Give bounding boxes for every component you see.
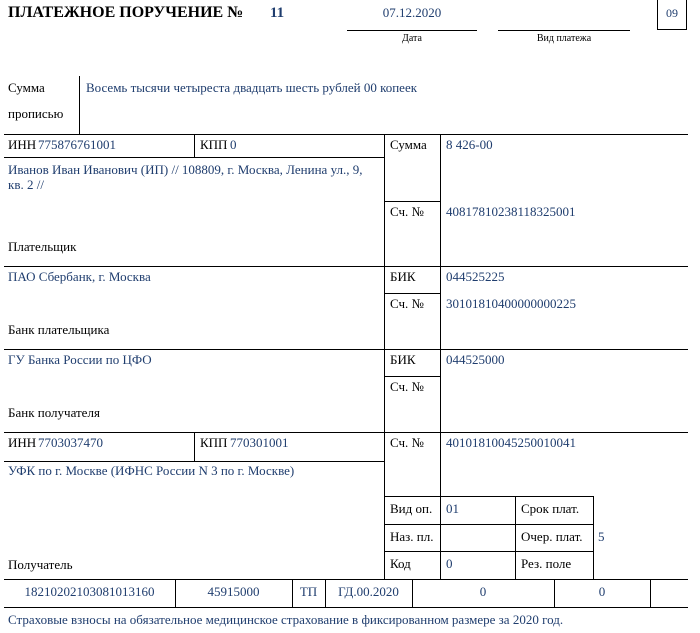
amount-words-divider — [79, 76, 80, 134]
payer-bank-name: ПАО Сбербанк, г. Москва — [8, 269, 151, 284]
main-divider — [384, 134, 385, 579]
grid-line-12 — [384, 551, 594, 552]
payer-inn-label: ИНН — [8, 137, 37, 152]
payer-kpp: 0 — [230, 137, 237, 152]
date-label: Дата — [402, 33, 422, 44]
payer-account-label: Сч. № — [390, 204, 424, 219]
payer-kpp-divider — [194, 134, 195, 157]
payer-bank-acc: 30101810400000000225 — [446, 296, 576, 311]
sum-label: Сумма — [390, 137, 427, 152]
grid-line-11 — [384, 524, 594, 525]
grid-line-3 — [384, 201, 440, 202]
payer-account: 40817810238118325001 — [446, 204, 576, 219]
payment-type-label: Вид платежа — [536, 33, 592, 44]
recipient-bank-bik-label: БИК — [390, 352, 416, 367]
payer-label: Плательщик — [8, 239, 77, 254]
vid-op-label: Вид оп. — [390, 501, 433, 516]
payment-date: 07.12.2020 — [382, 5, 442, 20]
recipient-kpp-divider — [194, 432, 195, 461]
grid-line-8 — [4, 432, 688, 433]
payer-kpp-label: КПП — [200, 137, 228, 152]
payer-bank-label: Банк плательщика — [8, 322, 110, 337]
tax-period: ГД.00.2020 — [338, 584, 399, 599]
amount-words-label-2: прописью — [8, 106, 64, 121]
recipient-kpp: 770301001 — [230, 435, 289, 450]
payer-name: Иванов Иван Иванович (ИП) // 108809, г. Москва, Ленина ул., 9, кв. 2 // — [8, 162, 363, 192]
srok-label: Срок плат. — [521, 501, 580, 516]
grid-line-7 — [384, 376, 440, 377]
rez-label: Рез. поле — [521, 556, 572, 571]
grid-line-6 — [4, 349, 688, 350]
tax-basis: ТП — [299, 584, 318, 599]
amount-words-value: Восемь тысячи четыреста двадцать шесть рублей 00 копеек — [86, 80, 418, 95]
form-title: ПЛАТЕЖНОЕ ПОРУЧЕНИЕ № — [8, 4, 244, 21]
form-number: 11 — [270, 5, 285, 21]
ocher-right-divider — [593, 496, 594, 579]
grid-line-2 — [4, 157, 384, 158]
tax-doc-date: 0 — [598, 584, 606, 599]
grid-line-14 — [4, 607, 688, 608]
payment-purpose: Страховые взносы на обязательное медицинское страхование в фиксированном размере за 2020 год. — [8, 612, 564, 627]
kod-value: 0 — [446, 556, 453, 571]
srok-divider — [515, 496, 516, 579]
recipient-bank-bik: 044525000 — [446, 352, 505, 367]
ocher-label: Очер. плат. — [521, 529, 583, 544]
recipient-name: УФК по г. Москве (ИФНС России N 3 по г. Москве) — [8, 463, 295, 478]
recipient-inn: 7703037470 — [38, 435, 103, 450]
payer-bank-acc-label: Сч. № — [390, 296, 424, 311]
tax-oktmo: 45915000 — [207, 584, 260, 599]
recipient-inn-label: ИНН — [8, 435, 37, 450]
recipient-bank-label: Банк получателя — [8, 405, 100, 420]
tax-doc-number: 0 — [479, 584, 487, 599]
form-code: 09 — [666, 6, 678, 20]
grid-line-13 — [4, 579, 688, 580]
payer-bank-bik-label: БИК — [390, 269, 416, 284]
payer-inn: 775876761001 — [38, 137, 116, 152]
payer-bank-bik: 044525225 — [446, 269, 505, 284]
recipient-acc: 40101810045250010041 — [446, 435, 576, 450]
recipient-bank-acc-label: Сч. № — [390, 379, 424, 394]
sum-value: 8 426-00 — [446, 137, 493, 152]
recipient-kpp-label: КПП — [200, 435, 228, 450]
amount-words-label-1: Сумма — [8, 80, 45, 95]
grid-line-5 — [384, 293, 440, 294]
recipient-acc-label: Сч. № — [390, 435, 424, 450]
grid-line-9 — [4, 461, 384, 462]
date-underline — [347, 30, 477, 31]
ocher-value: 5 — [598, 529, 605, 544]
recipient-label: Получатель — [8, 557, 73, 572]
grid-line-4 — [4, 266, 688, 267]
tax-kbk: 18210202103081013160 — [24, 584, 155, 599]
grid-line-10 — [384, 496, 594, 497]
kod-label: Код — [390, 556, 411, 571]
account-divider — [440, 134, 441, 579]
vid-op-value: 01 — [446, 501, 459, 516]
payment-type-underline — [498, 30, 630, 31]
naz-label: Наз. пл. — [390, 529, 434, 544]
tax-divider-6 — [650, 579, 651, 607]
recipient-bank-name: ГУ Банка России по ЦФО — [8, 352, 152, 367]
grid-line-1 — [4, 134, 688, 135]
